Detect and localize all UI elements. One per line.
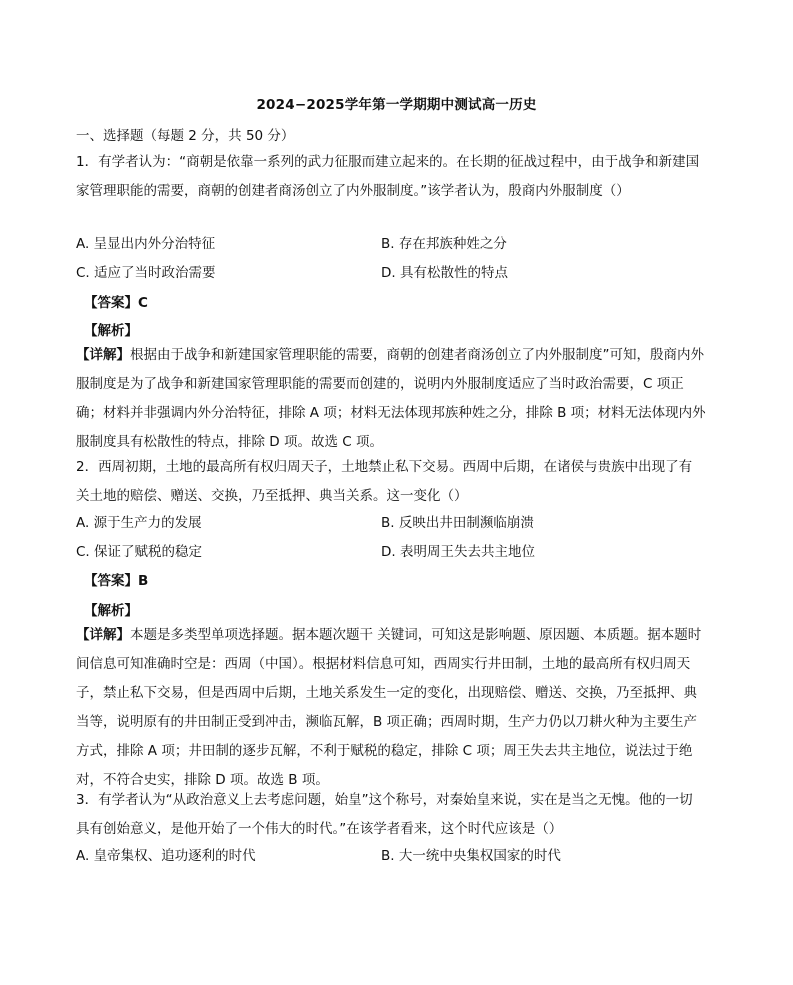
options-row — [76, 511, 716, 540]
option-a: A. 皇帝集权、追功逐利的时代 — [76, 848, 256, 864]
detail-paragraph — [76, 621, 710, 795]
options-row — [76, 261, 716, 290]
detail-label: 【详解】 — [76, 627, 130, 643]
question-1-text: 1．有学者认为：“商朝是依靠一系列的武力征服而建立起来的。在长期的征战过程中，由于战争和新建国家管理职能的需要，商朝的创建者商汤创立了内外服制度。”该学者认为，殷商内外服制度（） — [76, 154, 700, 199]
options-row — [76, 844, 716, 873]
question-3-text: 3．有学者认为“从政治意义上去考虑问题，始皇”这个称号，对秦始皇来说，实在是当之无愧。他的一切具有创始意义，是他开始了一个伟大的时代。”在该学者看来，这个时代应该是（） — [76, 792, 693, 837]
option-d: D. 表明周王失去共主地位 — [381, 544, 535, 560]
question-2-text: 2．西周初期，土地的最高所有权归周天子，土地禁止私下交易。西周中后期，在诸侯与贵族中出现了有关土地的赔偿、赠送、交换，乃至抵押、典当关系。这一变化（） — [76, 459, 693, 504]
question-3-options — [76, 844, 716, 873]
option-b: B. 反映出井田制濒临崩溃 — [381, 515, 534, 531]
option-d: D. 具有松散性的特点 — [381, 265, 508, 281]
option-c: C. 适应了当时政治需要 — [76, 265, 216, 281]
answer-label: 【答案】C — [84, 295, 148, 311]
question-2-options — [76, 511, 716, 569]
option-c: C. 保证了赋税的稳定 — [76, 544, 203, 560]
analysis-label: 【解析】 — [84, 603, 138, 619]
detail-text: 本题是多类型单项选择题。据本题次题干 关键词，可知这是影响题、原因题、本质题。据本题时间信息可知准确时空是：西周（中国）。根据材料信息可知，西周实行井田制，土地的最高所有权归周天子，禁止私下交易，但是西周中后期，土地关系发生一定的变化，出现赔偿、赠送、交换，乃至抵押、典当等，说明原有的井田制正受到冲击，濒临瓦解，B 项正确；西周时期，生产力仍以刀耕火种为主要生产方式，排除 A 项；井田制的逐步瓦解，不利于赋税的稳定，排除 C 项；周王失去共主地位，说法过于绝对，不符合史实，排除 D 项。故选 B 项。 — [76, 627, 702, 788]
question-1-options — [76, 232, 716, 290]
option-b: B. 存在邦族种姓之分 — [381, 236, 507, 252]
detail-text: 根据由于战争和新建国家管理职能的需要，商朝的创建者商汤创立了内外服制度”可知，殷商内外服制度是为了战争和新建国家管理职能的需要而创建的，说明内外服制度适应了当时政治需要，C 项正确；材料并非强调内外分治特征，排除 A 项；材料无法体现邦族种姓之分，排除 B 项；材料无法体现内外服制度具有松散性的特点，排除 D 项。故选 C 项。 — [76, 347, 706, 450]
option-a: A. 源于生产力的发展 — [76, 515, 202, 531]
options-row — [76, 232, 716, 261]
analysis-label: 【解析】 — [84, 323, 138, 339]
section-heading: 一、选择题（每题 2 分，共 50 分） — [76, 128, 295, 144]
detail-label: 【详解】 — [76, 347, 130, 363]
options-row — [76, 540, 716, 569]
option-a: A. 呈显出内外分治特征 — [76, 236, 216, 252]
option-b: B. 大一统中央集权国家的时代 — [381, 848, 561, 864]
answer-label: 【答案】B — [84, 573, 149, 589]
detail-paragraph — [76, 341, 710, 457]
document-title: 2024−2025学年第一学期期中测试高一历史 — [256, 97, 537, 113]
